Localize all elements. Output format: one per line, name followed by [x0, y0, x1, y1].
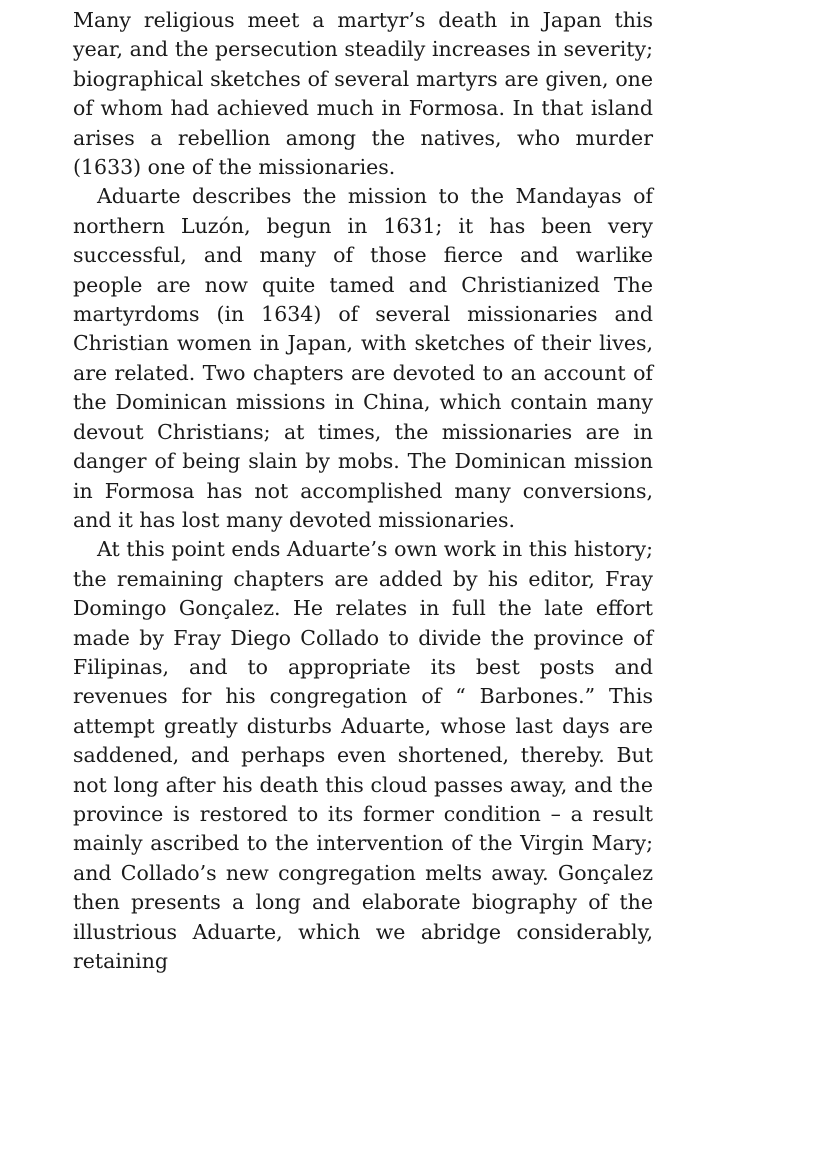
- document-page: [73, 6, 653, 976]
- paragraph-mandayas-mission: Aduarte describes the mission to the Mandayas of northern Luzón, begun in 1631; it has been very successful, and many of those fierce and warlike people are now quite tamed and Christianized The martyrdoms (in 1634) of several missionaries and Christian women in Japan, with sketches of their lives, are related. Two chapters are devoted to an account of the Dominican missions in China, which contain many devout Christians; at times, the missionaries are in danger of being slain by mobs. The Dominican mission in Formosa has not accomplished many conversions, and it has lost many devoted missionaries.: [73, 184, 653, 532]
- paragraph-japan-martyrs: Many religious meet a martyr’s death in Japan this year, and the persecution steadily increases in severity; biographical sketches of several martyrs are given, one of whom had achieved much in Formosa. In that island arises a rebellion among the natives, who murder (1633) one of the missionaries.: [73, 8, 653, 180]
- paragraph-gonzalez-editor: At this point ends Aduarte’s own work in this history; the remaining chapters are added by his editor, Fray Domingo Gonçalez. He relates in full the late effort made by Fray Diego Collado to divide the province of Filipinas, and to appropriate its best posts and revenues for his congregation of “ Barbones.” This attempt greatly disturbs Aduarte, whose last days are saddened, and perhaps even shortened, thereby. But not long after his death this cloud passes away, and the province is restored to its former condition – a result mainly ascribed to the intervention of the Virgin Mary; and Collado’s new congregation melts away. Gonçalez then presents a long and elaborate biography of the illustrious Aduarte, which we abridge considerably, retaining: [73, 537, 653, 973]
